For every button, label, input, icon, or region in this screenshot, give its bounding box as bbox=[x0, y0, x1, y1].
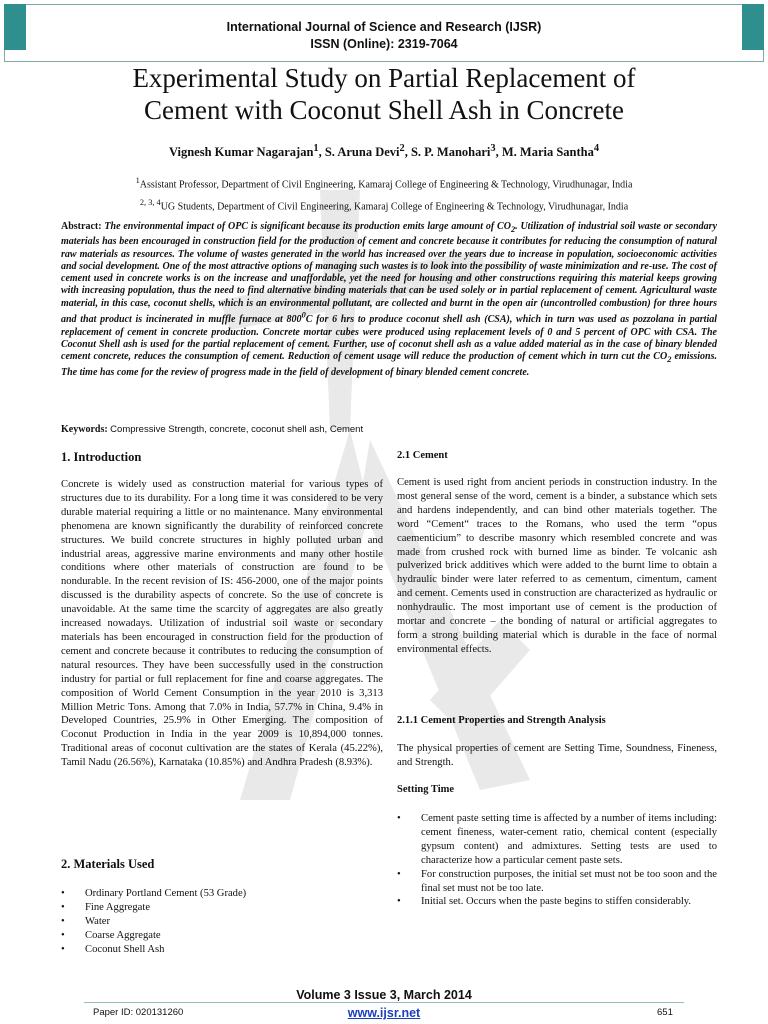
affiliation-text: Assistant Professor, Department of Civil Engineering, Kamaraj College of Engineering & Technology, Virudhunagar, India bbox=[139, 179, 633, 191]
footer-page-number: 651 bbox=[657, 1007, 673, 1018]
affiliation-text: UG Students, Department of Civil Engineering, Kamaraj College of Engineering & Technology, Virudhunagar, India bbox=[160, 201, 629, 213]
co2-subscript: 2 bbox=[510, 225, 516, 234]
list-item: • Water bbox=[61, 915, 383, 929]
author-list bbox=[0, 143, 768, 160]
footer-paper-id: Paper ID: 020131260 bbox=[93, 1007, 184, 1018]
keywords bbox=[61, 424, 717, 435]
paper-title bbox=[30, 62, 738, 126]
list-item: • Fine Aggregate bbox=[61, 901, 383, 915]
cement-properties-paragraph: The physical properties of cement are Setting Time, Soundness, Fineness, and Strength. bbox=[397, 743, 717, 768]
author-sep: , bbox=[495, 145, 502, 160]
section-heading-cement-properties: 2.1.1 Cement Properties and Strength Analysis bbox=[397, 715, 606, 726]
abstract-text-part: The environmental impact of OPC is significant because its production emits large amount of CO bbox=[104, 221, 511, 232]
footer-url-link[interactable]: www.ijsr.net bbox=[347, 1006, 421, 1020]
section-heading-materials: 2. Materials Used bbox=[61, 857, 155, 871]
co2-subscript: 2 bbox=[667, 355, 672, 365]
author-sep: , bbox=[318, 145, 325, 160]
author-name: S. Aruna Devi bbox=[324, 145, 400, 160]
degree-superscript: 0 bbox=[301, 311, 306, 321]
affiliation-2 bbox=[0, 198, 768, 212]
author-sup: 2 bbox=[399, 143, 405, 154]
section-heading-cement: 2.1 Cement bbox=[397, 450, 448, 461]
materials-list bbox=[61, 887, 383, 957]
author-name: M. Maria Santha bbox=[501, 145, 594, 160]
cement-paragraph: Cement is used right from ancient periods in construction industry. In the most general sense of the word, cement is a binder, a substance which sets and hardens independently, and can bind other materials together. The word “Cement“ traces to the Romans, who used the term “opus caementicium” to describe masonry which resembled concrete and was made from crushed rock with burned lime as binder. Te volcanic ash pulverized brick additives which were added to the burnt lime to obtain a hydraulic binder were later referred to as cementum, cimentum, cament and cement. Cements used in construction are characterized as hydraulic or nonhydraulic. The most important use of cement is the production of mortar and concrete – the bonding of natural or artificial aggregates to form a strong building material which is durable in the face of normal environmental effects. bbox=[397, 477, 717, 655]
paper-title-line-2: Cement with Coconut Shell Ash in Concrete bbox=[144, 95, 624, 125]
affiliation-sup: 1 bbox=[135, 176, 140, 185]
abstract-text-part: emissions. The time has come for the review of progress made in the field of development of binary blended cement concrete. bbox=[61, 351, 717, 378]
author-sup: 1 bbox=[313, 143, 319, 154]
keywords-text: Compressive Strength, concrete, coconut shell ash, Cement bbox=[110, 424, 364, 435]
list-item: • Cement paste setting time is affected by a number of items including: cement fineness, water-cement ratio, chemical content (especially gypsum content) and admixtures. Setting tests are used to characterize how a particular cement paste sets. bbox=[397, 812, 717, 868]
list-item: • Coarse Aggregate bbox=[61, 929, 383, 943]
section-heading-introduction: 1. Introduction bbox=[61, 450, 142, 464]
abstract-label: Abstract: bbox=[61, 221, 102, 232]
journal-title: International Journal of Science and Research (IJSR) bbox=[226, 20, 542, 34]
journal-issn: ISSN (Online): 2319-7064 bbox=[310, 37, 458, 51]
keywords-label: Keywords: bbox=[61, 424, 108, 435]
setting-time-list bbox=[397, 812, 717, 909]
author-sep: , bbox=[404, 145, 411, 160]
footer-volume: Volume 3 Issue 3, March 2014 bbox=[296, 988, 472, 1002]
list-item: • Initial set. Occurs when the paste begins to stiffen considerably. bbox=[397, 895, 717, 909]
abstract-text bbox=[61, 221, 717, 378]
introduction-paragraph: Concrete is widely used as construction material for various types of structures due to its durability. For a long time it was considered to be very durable material requiring a little or no maintenance. Many environmental phenomena are known significantly the durability of reinforced concrete structures. We build concrete structures in highly polluted urban and industrial areas, aggressive marine environments and many other hostile conditions where other materials of construction are found to be nondurable. In the recent revision of IS: 456-2000, one of the major points discussed is the durability aspects of concrete. So the use of concrete is unavoidable. At the same time the scarcity of aggregates are also greatly increased nowadays. Utilization of industrial soil waste or secondary materials has been encouraged in construction field for the production of cement and concrete because it contributes to reducing the consumption of natural resources. They have been successfully used in the construction industry for partial or full replacement for fine and coarse aggregates. The composition of World Cement Consumption in the year 2010 is 3,313 Million Metric Tons. Among that 7.0% in India, 57.7% in China, 9.4% in Developed Countries, 25.9% in Other Emerging. The composition of Coconut Production in India in the year 2009 is 10,894,000 tonnes. Traditional areas of coconut cultivation are the states of Kerala (45.22%), Tamil Nadu (26.56%), Karnataka (10.85%) and Andhra Pradesh (8.93%). bbox=[61, 479, 383, 769]
list-item: • Ordinary Portland Cement (53 Grade) bbox=[61, 887, 383, 901]
author-name: Vignesh Kumar Nagarajan bbox=[168, 145, 314, 160]
list-item: • Coconut Shell Ash bbox=[61, 943, 383, 957]
paper-title-line-1: Experimental Study on Partial Replacement of bbox=[132, 63, 636, 93]
affiliation-1 bbox=[0, 176, 768, 190]
abstract-text-part: C for 6 hrs to produce coconut shell ash (CSA), which in turn was used as pozzolana in partial replacement of cement in concrete production. Concrete mortar cubes were produced using replacement levels of 0 and 5 percent of OPC with CSA. The Coconut Shell ash is used for the partial replacement of cement. Further, use of coconut shell ash as a value added material as in the case of binary blended cement concrete, reduces the consumption of cement. Reduction of cement usage will reduce the production of cement which in turn cut the CO bbox=[61, 314, 717, 363]
list-item: • For construction purposes, the initial set must not be too soon and the final set must not be too late. bbox=[397, 868, 717, 896]
affiliation-sup: 2, 3, 4 bbox=[139, 198, 161, 207]
author-name: S. P. Manohari bbox=[410, 145, 491, 160]
abstract bbox=[61, 221, 717, 379]
section-heading-setting-time: Setting Time bbox=[397, 784, 455, 795]
author-sup: 3 bbox=[490, 143, 496, 154]
author-sup: 4 bbox=[593, 143, 600, 154]
abstract-text-part: . Utilization of industrial soil waste or secondary materials has been encouraged in construction field for the production of cement and concrete because it contributes for reducing the consumption of natural raw materials as resources. The volume of wastes generated in the world has increased over the years due to increase in population, socioeconomic activities and social development. One of the most attractive options of managing such wastes is to look into the possibility of waste minimization and re-use. The cost of cement used in concrete works is on the increase and unaffordable, yet the need for housing and other constructions requiring this material keeps growing with increasing population, thus the need to find alternative binding materials that can be used solely or in partial replacement of cement. Agricultural waste material, in this case, coconut shells, which is an environmental pollutant, are collected and burnt in the open air (uncontrolled combustion) for three hours and that product is incinerated in muffle furnace at 800 bbox=[61, 221, 718, 326]
